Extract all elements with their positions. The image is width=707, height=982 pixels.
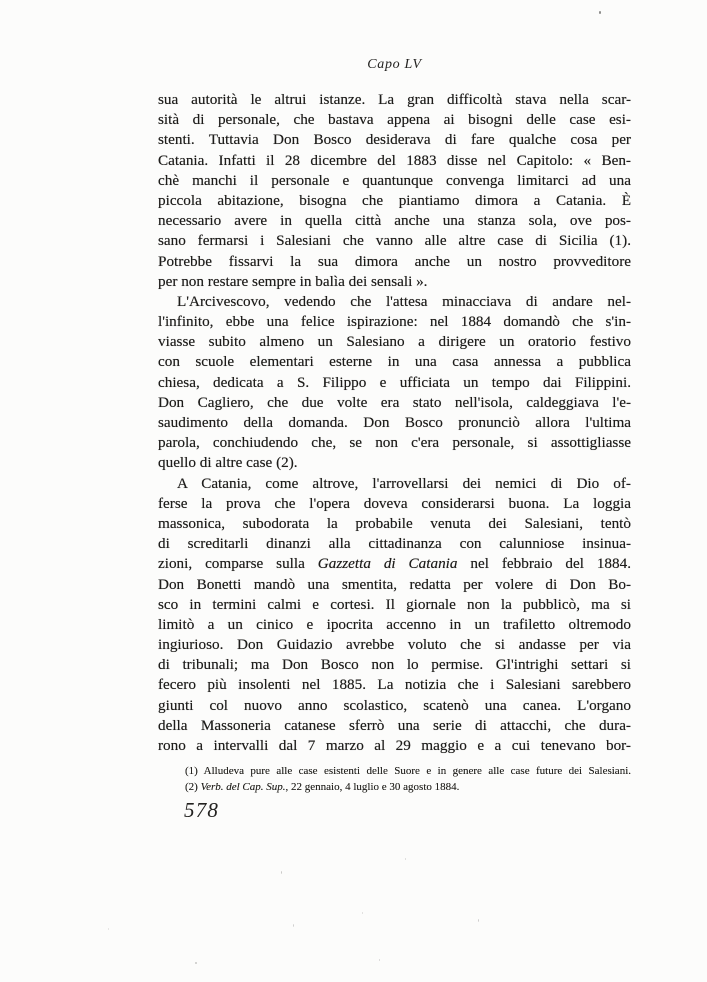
text-line: fecero più insolenti nel 1885. La notizia che i Salesiani sarebbero (158, 676, 631, 694)
scan-speck (293, 924, 294, 927)
text-line: massonica, subodorata la probabile venuta dei Salesiani, tentò (158, 514, 631, 532)
text-line: limitò a un cinico e ipocrita accenno in un trafiletto oltremodo (158, 615, 631, 633)
text-line: rono a intervalli dal 7 marzo al 29 maggio e a cui tenevano bor- (158, 737, 631, 754)
scan-speck (108, 928, 109, 930)
text-line: zioni, comparse sulla Gazzetta di Catania nel febbraio del 1884. (158, 555, 631, 573)
text-line: giunti col nuovo anno scolastico, scatenò una canea. L'organo (158, 696, 631, 714)
text-line: viasse subito almeno un Salesiano a dirigere un oratorio festivo (158, 333, 631, 351)
text-line: parola, conchiudendo che, se non c'era personale, si assottigliasse (158, 434, 631, 452)
text-line: ingiurioso. Don Guidazio avrebbe voluto che si andasse per via (158, 636, 631, 654)
text-line: Don Bonetti mandò una smentita, redatta per volere di Don Bo- (158, 575, 631, 593)
text-line: Catania. Infatti il 28 dicembre del 1883 disse nel Capitolo: « Ben- (158, 151, 631, 169)
text-line: sua autorità le altrui istanze. La gran difficoltà stava nella scar- (158, 91, 631, 108)
scan-speck (379, 959, 380, 961)
text-line: con scuole elementari esterne in una casa annessa a pubblica (158, 353, 631, 371)
footnote: (2) Verb. del Cap. Sup., 22 gennaio, 4 luglio e 30 agosto 1884. (185, 781, 460, 794)
text-line: sco in termini calmi e cortesi. Il giornale non la pubblicò, ma si (158, 595, 631, 613)
scan-speck (362, 912, 363, 914)
text-line: di screditarli dinanzi alla cittadinanza con calunniose insinua- (158, 535, 631, 553)
text-line: chè manchi il personale e quantunque convenga limitarci ad una (158, 171, 631, 189)
text-line: per non restare sempre in balìa dei sensali ». (158, 272, 428, 290)
text-line: di tribunali; ma Don Bosco non lo permise. Gl'intrighi settari si (158, 656, 631, 674)
page-number: 578 (184, 798, 220, 822)
text-line: L'Arcivescovo, vedendo che l'attesa minacciava di andare nel- (177, 292, 631, 310)
text-line: Potrebbe fissarvi la sua dimora anche un nostro provveditore (158, 252, 631, 270)
footnotes (158, 763, 631, 796)
scan-speck (599, 11, 601, 14)
text-line: della Massoneria catanese sferrò una serie di attacchi, che dura- (158, 716, 631, 734)
text-line: saudimento della domanda. Don Bosco pronunciò allora l'ultima (158, 414, 631, 431)
chapter-running-header: Capo LV (367, 57, 422, 72)
text-line: necessario avere in quella città anche una stanza sola, ove pos- (158, 212, 631, 230)
text-line: stenti. Tuttavia Don Bosco desiderava di fare qualche cosa per (158, 131, 631, 149)
text-line: sano fermarsi i Salesiani che vanno alle altre case di Sicilia (1). (158, 232, 631, 250)
body-text (158, 90, 631, 756)
scan-speck (281, 871, 282, 874)
text-line: quello di altre case (2). (158, 454, 298, 472)
text-line: Don Cagliero, che due volte era stato nell'isola, caldeggiava l'e- (158, 393, 631, 411)
text-line: piccola abitazione, bisogna che piantiamo dimora a Catania. È (158, 191, 631, 209)
scan-speck (478, 919, 479, 922)
footnote: (1) Alludeva pure alle case esistenti delle Suore e in genere alle case future dei Salesiani. (185, 765, 631, 777)
scan-speck (195, 962, 197, 964)
text-line: ferse la prova che l'opera doveva considerarsi buona. La loggia (158, 494, 631, 512)
text-line: sità di personale, che bastava appena ai bisogni delle case esi- (158, 111, 631, 129)
text-line: A Catania, come altrove, l'arrovellarsi dei nemici di Dio of- (177, 474, 631, 492)
scan-speck (405, 858, 406, 860)
text-line: chiesa, dedicata a S. Filippo e ufficiata un tempo dai Filippini. (158, 373, 631, 391)
text-line: l'infinito, ebbe una felice ispirazione: nel 1884 domandò che s'in- (158, 313, 631, 331)
